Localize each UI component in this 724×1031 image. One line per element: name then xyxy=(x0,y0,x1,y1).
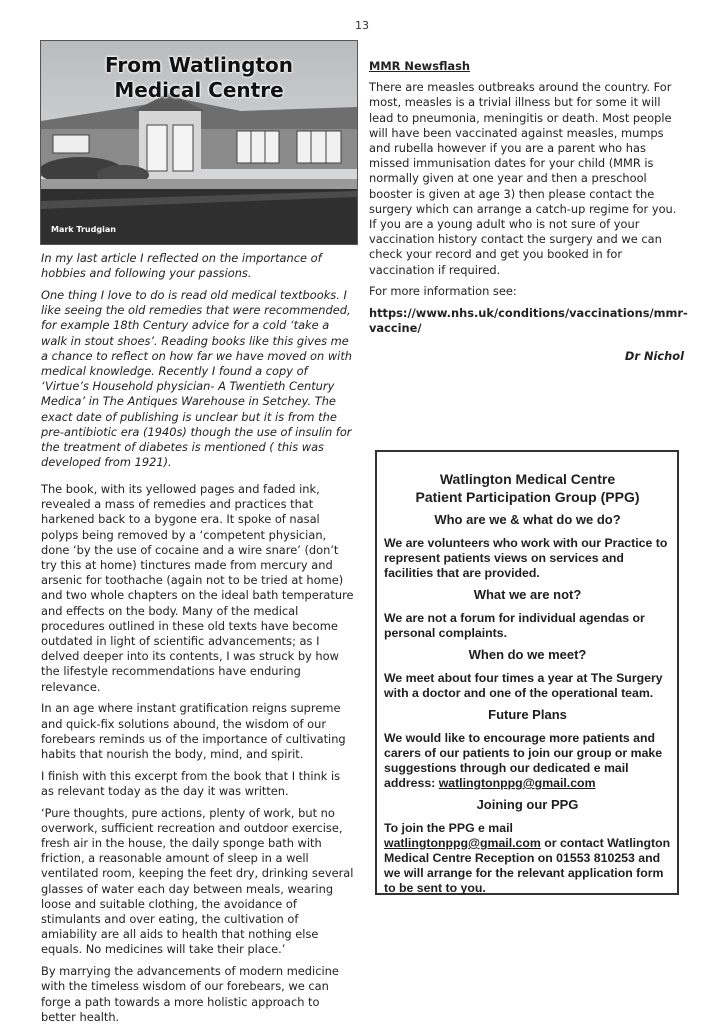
intro-section xyxy=(41,251,355,477)
ppg-title xyxy=(384,470,671,506)
medical-centre-photo xyxy=(40,40,358,245)
ppg-join-email-link[interactable]: watlingtonppg@gmail.com xyxy=(384,836,541,850)
article-body xyxy=(41,482,355,1031)
photo-title-line-2: Medical Centre xyxy=(114,78,284,102)
body-paragraph: The book, with its yellowed pages and faded ink, revealed a mass of remedies and practices that harkened back to a bygone era. It spoke of nasal polyps being removed by a ‘competent physician, done ‘by the use of cocaine and a wire snare’ (don’t try this at home) tinctures made from mercury and arsenic for toothache (again not to be tried at home) and two whole chapters on the ideal bath temperature and effects on the body. Many of the medical procedures outlined in these old texts have become outdated in light of scientific advancements; as I delved deeper into its contents, I was struck by how the lifestyle recommendations have enduring relevance. xyxy=(41,482,354,694)
photo-title xyxy=(41,53,357,103)
body-paragraph: I finish with this excerpt from the book that I think is as relevant today as the day it was written. xyxy=(41,768,341,798)
photo-title-line-1: From Watlington xyxy=(105,53,293,77)
ppg-title-line-1: Watlington Medical Centre xyxy=(439,471,616,487)
newsflash-more-info: For more information see: xyxy=(369,284,517,299)
body-paragraph: In an age where instant gratification reigns supreme and quick-fix solutions abound, the wisdom of our forebears reminds us of the importance of cultivating habits that nourish the body, mind, and spirit. xyxy=(41,701,346,761)
newsflash-heading: MMR Newsflash xyxy=(369,59,470,73)
ppg-heading-when: When do we meet? xyxy=(468,647,587,662)
ppg-text-join xyxy=(384,821,671,896)
ppg-heading-not: What we are not? xyxy=(473,587,582,602)
ppg-heading-join: Joining our PPG xyxy=(476,797,579,812)
ppg-title-line-2: Patient Participation Group (PPG) xyxy=(415,489,640,505)
ppg-text-who: We are volunteers who work with our Practice to represent patients views on services and facilities that are provided. xyxy=(384,536,668,580)
ppg-text-future xyxy=(384,731,671,791)
ppg-join-text-end: or contact Watlington Medical Centre Reception on 01553 810253 and we will arrange for the relevant application form to be sent to you. xyxy=(384,836,671,895)
intro-paragraph: In my last article I reflected on the importance of hobbies and following your passions. xyxy=(41,251,322,281)
author-signature: Dr Nichol xyxy=(624,349,684,363)
intro-paragraph: One thing I love to do is read old medical textbooks. I like seeing the old remedies that were recommended, for example 18th Century advice for a cold ‘take a walk in stout shoes’. Reading books like this gives me a chance to reflect on how far we have moved on with medical knowledge. Recently I found a copy of ‘Virtue’s Household physician- A Twentieth Century Medica’ in The Antiques Warehouse in Setchey. The exact date of publishing is unclear but it is from the pre-antibiotic era (1940s) though the use of insulin for the treatment of diabetes is mentioned ( this was developed from 1921). xyxy=(41,287,353,470)
newsflash-text: There are measles outbreaks around the country. For most, measles is a trivial illness but for some it will lead to pneumonia, meningitis or death. Most people will have been vaccinated against measles, mumps and rubella however if you are a parent who has missed immunisation dates for your child (MMR is normally given at one year and then a preschool booster is given at age 3) then please contact the surgery which can arrange a catch-up regime for you. If you are a young adult who is not sure of your vaccination history contact the surgery and we can check your record and get you booked in for vaccination if required. xyxy=(369,80,677,277)
ppg-heading-who: Who are we & what do we do? xyxy=(434,512,621,527)
ppg-heading-future: Future Plans xyxy=(488,707,567,722)
ppg-text-when: We meet about four times a year at The Surgery with a doctor and one of the operational team. xyxy=(384,671,663,700)
ppg-join-text-start: To join the PPG e mail xyxy=(384,821,513,835)
mmr-newsflash xyxy=(369,59,688,343)
ppg-future-text: We would like to encourage more patients and carers of our patients to join our group or make suggestions through our dedicated e mail address: xyxy=(384,731,663,790)
ppg-email-link[interactable]: watlingtonppg@gmail.com xyxy=(438,776,596,790)
body-quote: ‘Pure thoughts, pure actions, plenty of work, but no overwork, sufficient recreation and outdoor exercise, fresh air in the house, the daily sponge bath with friction, a reasonable amount of sleep in a well ventilated room, keeping the feet dry, drinking several glasses of water each day between meals, wearing loose and suitable clothing, the avoidance of stimulants and over eating, the cultivation of amiability are all aids to health that nothing else equals. No medicines will take their place.’ xyxy=(41,805,354,957)
ppg-text-not: We are not a forum for individual agendas or personal complaints. xyxy=(384,611,645,640)
ppg-box xyxy=(375,450,679,895)
photo-credit: Mark Trudgian xyxy=(51,225,116,234)
body-paragraph: By marrying the advancements of modern medicine with the timeless wisdom of our forebears, we can forge a path towards a more holistic approach to better health. xyxy=(41,964,339,1024)
page-number: 13 xyxy=(355,19,369,32)
nhs-link[interactable]: https://www.nhs.uk/conditions/vaccinations/mmr-vaccine/ xyxy=(369,306,688,336)
